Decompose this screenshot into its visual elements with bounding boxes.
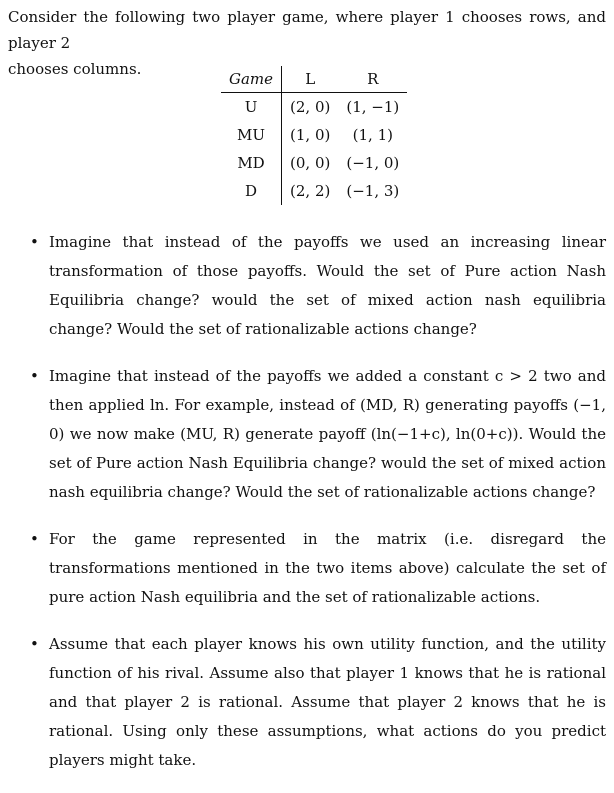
payoff-cell-d-r: (−1, 3) [346,182,400,200]
payoff-cell-u-l: (2, 0) [290,98,331,116]
list-item [30,228,606,344]
list-item [30,630,606,775]
bullet-icon: • [30,233,39,251]
matrix-row-u [221,93,407,122]
row-label-mu: MU [221,121,282,149]
intro-line-1: Consider the following two player game, where player 1 chooses rows, and player 2 [8,8,606,52]
payoff-cell-md-l: (0, 0) [290,154,331,172]
row-label-md: MD [221,149,282,177]
list-item [30,362,606,507]
row-label-d: D [221,177,282,205]
row-label-u: U [221,93,282,122]
bullet-icon: • [30,530,39,548]
bullet-icon: • [30,635,39,653]
question-list [30,228,606,793]
matrix-row-md [221,149,407,177]
payoff-cell-md-r: (−1, 0) [346,154,400,172]
payoff-cell-u-r: (1, −1) [346,98,400,116]
payoff-cell-mu-r: (1, 1) [352,126,393,144]
column-header-r: R [338,66,407,93]
question-text-4: Assume that each player knows his own utility function, and the utility function of his rival. Assume also that player 1 knows that he is rational and that player 2 is rational. Assume that player 2 knows that he is rational. Using only these assumptions, what actions do you predict players might take. [49,635,606,769]
column-header-l: L [282,66,339,93]
payoff-matrix-header-row [221,66,407,93]
payoff-cell-d-l: (2, 2) [290,182,331,200]
matrix-corner-label: Game [221,66,282,93]
list-item [30,525,606,612]
question-text-3: For the game represented in the matrix (i.e. disregard the transformations mentioned in the two items above) calculate the set of pure action Nash equilibria and the set of rationalizable actions. [49,530,606,606]
payoff-matrix [221,66,407,205]
payoff-cell-mu-l: (1, 0) [290,126,331,144]
matrix-row-mu [221,121,407,149]
matrix-row-d [221,177,407,205]
question-text-1: Imagine that instead of the payoffs we used an increasing linear transformation of those payoffs. Would the set of Pure action Nash Equilibria change? would the set of mixed action nash equilibria change? Would the set of rationalizable actions change? [49,233,606,338]
intro-line-2: chooses columns. [8,60,142,78]
question-text-2: Imagine that instead of the payoffs we added a constant c > 2 two and then applied ln. For example, instead of (MD, R) generating payoffs (−1, 0) we now make (MU, R) generate payoff (ln(−1+c), ln(0+c)). Would the set of Pure action Nash Equilibria change? would the set of mixed action nash equilibria change? Would the set of rationalizable actions change? [49,367,606,501]
bullet-icon: • [30,367,39,385]
